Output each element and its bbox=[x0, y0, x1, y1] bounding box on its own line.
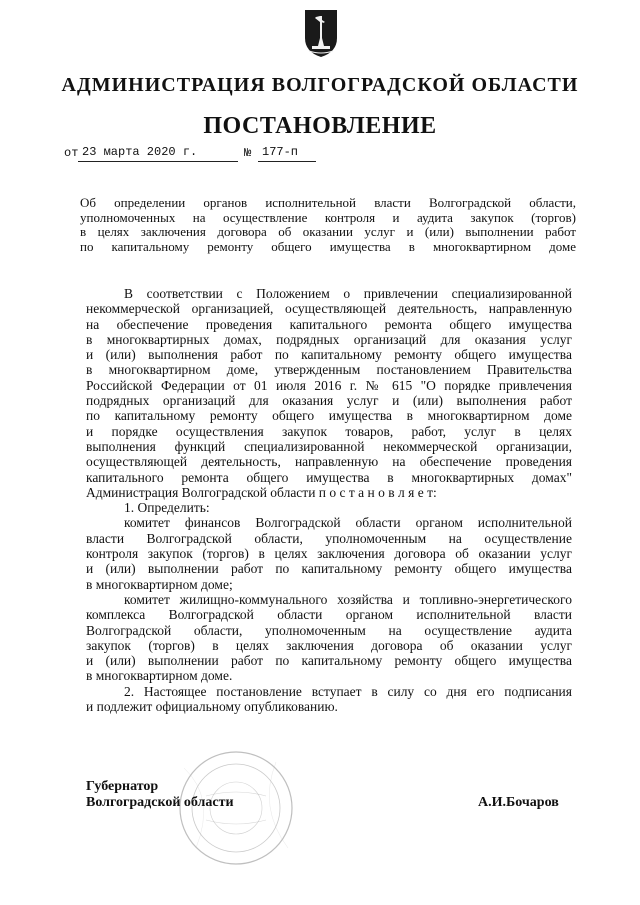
subject-line: по капитальному ремонту общего имущества в многоквартирном доме bbox=[80, 238, 576, 254]
signatory-position-line: Волгоградской области bbox=[86, 795, 234, 810]
body-line: в многоквартирных домах, подрядных организаций для оказания услуг bbox=[86, 331, 572, 347]
organization-title: АДМИНИСТРАЦИЯ ВОЛГОГРАДСКОЙ ОБЛАСТИ bbox=[61, 74, 579, 96]
coat-of-arms-emblem bbox=[303, 8, 339, 58]
subject-line: Об определении органов исполнительной власти Волгоградской области, bbox=[80, 195, 576, 210]
body-line: власти Волгоградской области, уполномоченным на осуществление bbox=[86, 530, 572, 546]
document-body bbox=[86, 286, 572, 714]
body-line: комплекса Волгоградской области органом исполнительной власти bbox=[86, 607, 572, 623]
body-line: по капитальному ремонту общего имущества в многоквартирном доме bbox=[86, 408, 572, 424]
body-line: и (или) выполнения работ по капитальному ремонту общего имущества bbox=[86, 347, 572, 363]
body-line: Волгоградской области, уполномоченным на осуществление аудита bbox=[86, 622, 572, 638]
body-line: в многоквартирном доме. bbox=[86, 668, 233, 684]
body-line: на обеспечение проведения капитального ремонта общего имущества bbox=[86, 316, 572, 332]
body-line: комитет жилищно-коммунального хозяйства и топливно-энергетического bbox=[124, 591, 572, 607]
date-prefix: от bbox=[64, 146, 79, 160]
document-date: 23 марта 2020 г. bbox=[82, 145, 198, 159]
body-line: и порядке осуществления закупок товаров, работ, услуг в целях bbox=[86, 423, 572, 439]
body-line: выполнения функций специализированной некоммерческой организации, bbox=[86, 438, 572, 454]
body-line: 1. Определить: bbox=[124, 500, 210, 516]
document-type-title: ПОСТАНОВЛЕНИЕ bbox=[203, 113, 437, 139]
body-line: В соответствии с Положением о привлечении специализированной bbox=[124, 286, 572, 301]
body-line: комитет финансов Волгоградской области органом исполнительной bbox=[124, 515, 572, 531]
number-prefix: № bbox=[244, 146, 252, 160]
body-line: осуществляющей деятельность, направленную на обеспечение проведения bbox=[86, 454, 572, 470]
body-line: и подлежит официальному опубликованию. bbox=[86, 699, 338, 715]
signatory-position-line: Губернатор bbox=[86, 779, 159, 794]
body-line: в многоквартирном доме, утвержденным постановлением Правительства bbox=[86, 362, 572, 378]
subject-line: уполномоченных на осуществление контроля и аудита закупок (торгов) bbox=[80, 209, 576, 225]
body-line: 2. Настоящее постановление вступает в силу со дня его подписания bbox=[124, 683, 572, 699]
body-line: и (или) выполнении работ по капитальному ремонту общего имущества bbox=[86, 653, 572, 669]
body-line: некоммерческой организацией, осуществляющей деятельность, направленную bbox=[86, 301, 572, 317]
body-line: Российской Федерации от 01 июля 2016 г. № 615 "О порядке привлечения bbox=[86, 377, 572, 393]
signatory-position bbox=[86, 779, 234, 811]
body-line: в многоквартирном доме; bbox=[86, 576, 233, 592]
body-line: капитального ремонта общего имущества в многоквартирных домах" bbox=[86, 469, 572, 485]
body-line: контроля закупок (торгов) в целях заключения договора об оказании услуг bbox=[86, 546, 572, 562]
subject-line: в целях заключения договора об оказании услуг и (или) выполнении работ bbox=[80, 224, 576, 239]
body-line: Администрация Волгоградской области п о с т а н о в л я е т: bbox=[86, 484, 437, 500]
body-line: подрядных организаций для оказания услуг и (или) выполнения работ bbox=[86, 393, 572, 409]
document-subject bbox=[80, 196, 576, 254]
signatory-name: А.И.Бочаров bbox=[478, 795, 559, 810]
body-line: закупок (торгов) в целях заключения договора об оказании услуг bbox=[86, 637, 572, 653]
document-number: 177-п bbox=[262, 145, 299, 159]
body-line: и (или) выполнении работ по капитальному ремонту общего имущества bbox=[86, 561, 572, 577]
